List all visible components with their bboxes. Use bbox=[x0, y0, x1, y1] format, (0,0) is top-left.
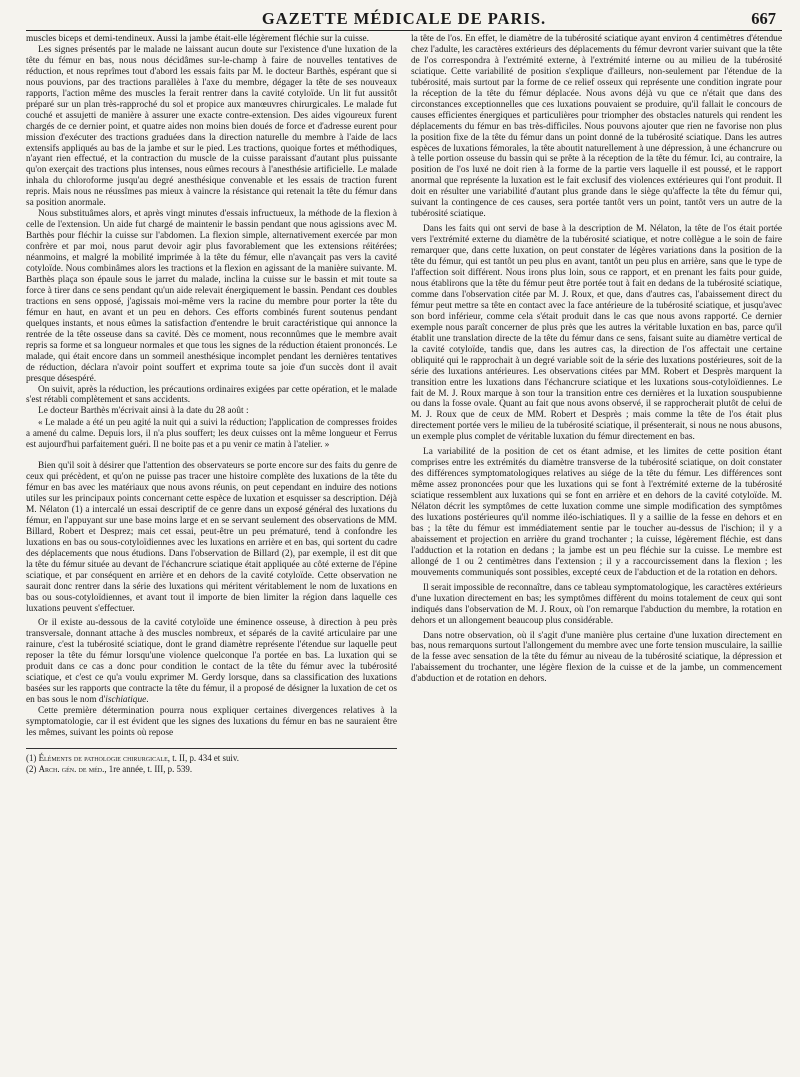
paragraph: la tête de l'os. En effet, le diamètre de la tubérosité sciatique ayant environ 4 centimètres d'étendue chez l'adulte, les caractères extérieurs des déplacements du fémur devront varier suivant que la tête de l'os correspondra à l'extrémité externe, à l'extrémité interne ou au milieu de la tubérosité sciatique. Cette variabilité de position s'explique d'ailleurs, non-seulement par l'étendue de la tubérosité, mais surtout par la forme de ce relief osseux qui représente une condition ingrate pour la réception de la tête du fémur déplacée. Nous avons déjà vu que ce n'était que dans des circonstances exceptionnelles que ces luxations pouvaient se produire, qu'il fallait le concours de causes efficientes énergiques et particulières pour triompher des obstacles naturels qui rendent les déplacements du fémur en bas très-difficiles. Nous pouvons ajouter que rien ne favorise non plus la position fixe de la tête du fémur dans un point donné de la tubérosité sciatique. Dans les autres espèces de luxations fémorales, la tête aboutit naturellement à une dépression, à une échancrure ou à telle portion osseuse du bassin qui se prête à la réception de la tête du fémur. Ici, au contraire, la position de l'os luxé ne doit rien à la forme de la partie vers laquelle il est poussé, et le rapport anormal que représente la luxation est le fait exclusif des violences extérieures qui l'ont produit. Il doit en résulter une variabilité d'autant plus grande dans le siège qu'affecte la tête du fémur qui, suivant la contingence de ces causes, sera portée tantôt vers un point, tantôt vers un autre de la tubérosité sciatique. bbox=[411, 34, 782, 220]
footnote-number: (2) bbox=[26, 763, 37, 774]
paragraph: Cette première détermination pourra nous expliquer certaines divergences relatives à la symptomatologie, car il est évident que les signes des luxations du fémur en bas ne sauraient être les mêmes, suivant les points où repose bbox=[26, 706, 397, 739]
footnote-ref: , 1re année, t. III, p. 539. bbox=[104, 763, 193, 774]
paragraph: Le docteur Barthès m'écrivait ainsi à la date du 28 août : bbox=[38, 406, 249, 417]
italic-term: ischiatique bbox=[105, 695, 147, 706]
footnote-source: Éléments de pathologie chirurgicale bbox=[38, 752, 168, 763]
paragraph: Dans notre observation, où il s'agit d'une manière plus certaine d'une luxation directement en bas, nous remarquons surtout l'allongement du membre avec une forte tension musculaire, la saillie de la fesse avec sensation de la tête du fémur au niveau de la tubérosité sciatique, la dépression et l'abaissement du trochanter, une légère flexion de la cuisse et de la jambe, un commencement d'abduction et de rotation en dehors. bbox=[411, 630, 782, 685]
quoted-letter: « Le malade a été un peu agité la nuit qui a suivi la réduction; l'application de compresses froides a amené du calme. Depuis lors, il n'a plus souffert; les deux cuisses ont la même longueur et Ferrus est aujourd'hui parfaitement guéri. Il ne boite pas et a pu venir ce matin à l'atelier. » bbox=[26, 417, 397, 449]
paragraph-text: Or il existe au-dessous de la cavité cotyloïde une éminence osseuse, à direction à peu près transversale, donnant attache à des muscles nombreux, et séparés de la cavité articulaire par une rainure, c'est la tubérosité sciatique, dont le grand diamètre représente l'étendue sur laquelle peut reposer la tête du fémur lorsqu'une violence quelconque l'a portée en bas. La luxation qui se produit dans ce cas a donc pour condition le contact de la tête du fémur avec la tubérosité sciatique, et c'est ce qu'a voulu exprimer M. Gerdy lorsque, dans sa classification des luxations basées sur les rapports que contracte la tête du fémur, il a proposé de désigner la luxation de cet os en bas sous le nom d' bbox=[26, 618, 397, 706]
paragraph: Dans les faits qui ont servi de base à la description de M. Nélaton, la tête de l'os était portée vers l'extrémité externe du diamètre de la tubérosité sciatique, et notre collègue a le soin de faire remarquer que, dans cette luxation, on peut constater de légères variations dans la position de la tête du fémur, qui est tantôt un peu plus en avant, tantôt un peu plus en arrière, sans que le type de l'affection soit différent. Nous irons plus loin, sous ce rapport, et en prenant les faits pour guide, nous établirons que la tête du fémur peut être portée tout à fait en dedans de la tubérosité sciatique, comme dans l'observation citée par M. J. Roux, et que, dans d'autres cas, l'abaissement direct du fémur peut mettre sa tête en contact avec la face antérieure de la tubérosité sciatique, et jusqu'avec son bord inférieur, comme cela s'était produit dans le cas que nous avons rapporté. Ce dernier exemple nous paraît concerner de plus près que les autres la véritable luxation en bas, parce qu'il établit une translation directe de la tête du fémur dans ce sens, faisant suite au diamètre vertical de la cavité cotyloïde, tandis que, dans les autres cas, la direction de l'os affectait une certaine obliquité qui le rapprochait à un degré variable soit de la série des luxations postérieures, soit de la série des luxations antérieures. Les observations citées par MM. Robert et Desprès marquent la transition entre les luxations dans l'échancrure sciatique et les luxations sous-cotyloïdiennes. Le fait de M. J. Roux marque à son tour la transition entre ces dernières et la luxation souspubienne ou dans la fosse ovale. Quant au fait que nous avons observé, il se rapprocherait plutôt de celui de M. J. Roux que de ceux de MM. Robert et Desprès ; mais comme la tête de l'os était plus directement portée vers le milieu de la tubérosité sciatique, il présenterait, si nous ne nous abusons, un exemple plus complet de véritable luxation du fémur directement en bas. bbox=[411, 224, 782, 443]
footnotes bbox=[26, 748, 397, 775]
journal-title: GAZETTE MÉDICALE DE PARIS. bbox=[261, 9, 547, 28]
right-column bbox=[411, 34, 782, 775]
text-columns bbox=[26, 34, 782, 775]
page-number: 667 bbox=[751, 9, 776, 28]
paragraph: Bien qu'il soit à désirer que l'attention des observateurs se porte encore sur des faits du genre de ceux qui précèdent, et qu'on ne puisse pas tracer une histoire complète des luxations de la tête du fémur en bas avec les matériaux que nous avons réunis, on peut cependant en induire des notions utiles sur les principaux points concernant cette espèce de luxation et esquisser sa description. Déjà M. Nélaton (1) a intercalé un essai descriptif de ce genre dans un exposé général des luxations du fémur, en l'appuyant sur une base moins large et en se servant seulement des observations de MM. Billard, Robert et Desprez; mais cet essai, peut-être un peu prématuré, tend à confondre les luxations en bas ou sous-cotyloïdiennes avec les luxations en arrière et en bas, qui sortent du cadre des déplacements que nous étudions. Dans l'observation de Billard (2), par exemple, il est dit que la tête du fémur située au devant de l'échancrure sciatique était appliquée au côté externe de l'épine sciatique, et par conséquent en arrière et en dehors de la cavité cotyloïde. Cette observation ne saurait donc rentrer dans la série des luxations qui méritent véritablement le nom de luxations en bas ou sous-cotyloïdiennes, et avant tout il importe de bien limiter la région dans laquelle ces luxations peuvent s'effectuer. bbox=[26, 461, 397, 614]
paragraph: Les signes présentés par le malade ne laissant aucun doute sur l'existence d'une luxation de la tête du fémur en bas, nous nous décidâmes sur-le-champ à faire de nouvelles tentatives de réduction, et nous reprîmes tout d'abord les essais faits par M. le docteur Barthès, espérant que si nous pouvions, par des tractions parallèles à l'axe du membre, dégager la tête de ses nouveaux rapports, l'action même des muscles la ferait rentrer dans la cavité cotyloïde. Un lit fut aussitôt préparé sur un plan très-rapproché du sol et propice aux manœuvres chirurgicales. Le malade fut couché et assujetti de manière à assurer une exacte contre-extension. Des aides vigoureux furent chargés de ce dernier point, et quatre aides non moins bien doués de force et d'adresse eurent pour mission d'exécuter des tractions graduées dans la direction naturelle du membre à l'aide de lacs extensifs appliqués au bas de la jambe et sur le pied. Les tractions, quoique fortes et méthodiques, n'ayant rien effectué, et la contraction du muscle de la cuisse paraissant d'autant plus puissante qu'on exerçait des tractions plus intenses, nous eûmes recours à l'anesthésie artificielle. Le malade inhala du chloroforme jusqu'au degré anesthésique convenable et les essais de traction furent repris. Mais nous ne réussîmes pas mieux à vaincre la résistance qui retenait la tête du fémur dans sa position anormale. bbox=[26, 44, 397, 209]
footnote-1 bbox=[26, 753, 397, 764]
footnote-2 bbox=[26, 764, 397, 775]
paragraph: On suivit, après la réduction, les précautions ordinaires exigées par cette opération, et le malade s'est rétabli complètement et sans accidents. bbox=[26, 384, 397, 406]
footnote-number: (1) bbox=[26, 752, 37, 763]
paragraph: Or il existe au-dessous de la cavité cotyloïde une éminence osseuse, à direction à peu près transversale, donnant attache à des muscles nombreux, et séparés de la cavité articulaire par une rainure, c'est la tubérosité sciatique, dont le grand diamètre représente l'étendue sur laquelle peut reposer la tête du fémur lorsqu'une violence quelconque l'a portée en bas. La luxation qui se produit dans ce cas a donc pour condition le contact de la tête du fémur avec la tubérosité sciatique, et c'est ce qu'a voulu exprimer M. Gerdy lorsque, dans sa classification des luxations basées sur les rapports que contracte la tête du fémur, il a proposé de désigner la luxation de cet os en bas sous le nom d'ischiatique. bbox=[26, 618, 397, 706]
paragraph: Il serait impossible de reconnaître, dans ce tableau symptomatologique, les caractères extérieurs d'une luxation directement en bas; les symptômes diffèrent du moins totalement de ceux qui sont indiqués dans l'observation de M. J. Roux, où l'on remarque l'abduction du membre, la rotation en dehors et un allongement beaucoup plus considérable. bbox=[411, 582, 782, 626]
paragraph: La variabilité de la position de cet os étant admise, et les limites de cette position étant comprises entre les extrémités du diamètre transverse de la tubérosité sciatique, on doit constater des différences symptomatologiques relatives au siége de la tête du fémur. Les différences sont même assez prononcées pour que les luxations qui se font à l'extrémité externe de la tubérosité sciatique ressemblent aux luxations qui se font en arrière et en dehors de la cavité cotyloïde. M. Nélaton décrit les symptômes de cette luxation comme une simple modification des symptômes des luxations postérieures qu'il nomme iléo-ischiatiques. Il y a saillie de la fesse en dehors et en bas ; la tête du fémur est immédiatement sentie par le toucher au-dessus de l'ischion; il y a abaissement et projection en arrière du grand trochanter ; la cuisse, légèrement fléchie, est dans l'adduction et la rotation en dedans ; la jambe est un peu fléchie sur la cuisse. Le membre est allongé de 1 ou 2 centimètres dans l'extension ; il y a raccourcissement dans la flexion ; les mouvements communiqués sont possibles, excepté ceux de l'abduction et de la rotation en dehors. bbox=[411, 447, 782, 578]
page-header bbox=[26, 8, 782, 31]
paragraph: Nous substituâmes alors, et après vingt minutes d'essais infructueux, la méthode de la flexion à celle de l'extension. Un aide fut chargé de maintenir le bassin pendant que nous agissions avec M. Barthès pour fléchir la cuisse sur l'abdomen. La flexion simple, alternativement exercée par mon confrère et par moi, nous parut devoir agir plus favorablement que les extensions réitérées; néanmoins, et malgré la mobilité imprimée à la tête du fémur, elle n'avançait pas vers la cavité cotyloïde. Nous combinâmes alors les tractions et la flexion en agissant de la manière suivante. M. Barthès plaça son épaule sous le jarret du malade, inclina la cuisse sur le bassin et mit toute sa force à tirer dans ce sens pendant qu'un aide relevait énergiquement le bassin. Pendant ces doubles tractions en sens opposé, j'agissais moi-même vers la racine du membre pour porter la tête du fémur en haut, en avant et un peu en dehors. Ces efforts combinés furent soutenus pendant quelques instants, et nous eûmes la satisfaction d'entendre le bruit caractéristique qui annonce la rentrée de la tête osseuse dans sa cavité. Dès ce moment, nous reconnûmes que le membre avait repris sa forme et sa longueur normales et que tous les signes de la réduction étaient prononcés. Le malade, qui était encore dans un sommeil anesthésique incomplet pendant les dernières tentatives de réduction, déclara n'avoir point souffert et exprima toute sa joie d'un succès dont il avait presque désespéré. bbox=[26, 209, 397, 384]
footnote-ref: , t. II, p. 434 et suiv. bbox=[167, 752, 239, 763]
footnote-source: Arch. gén. de méd. bbox=[38, 763, 105, 774]
left-column bbox=[26, 34, 397, 775]
paragraph: muscles biceps et demi-tendineux. Aussi la jambe était-elle légèrement fléchie sur la cuisse. bbox=[26, 34, 370, 44]
